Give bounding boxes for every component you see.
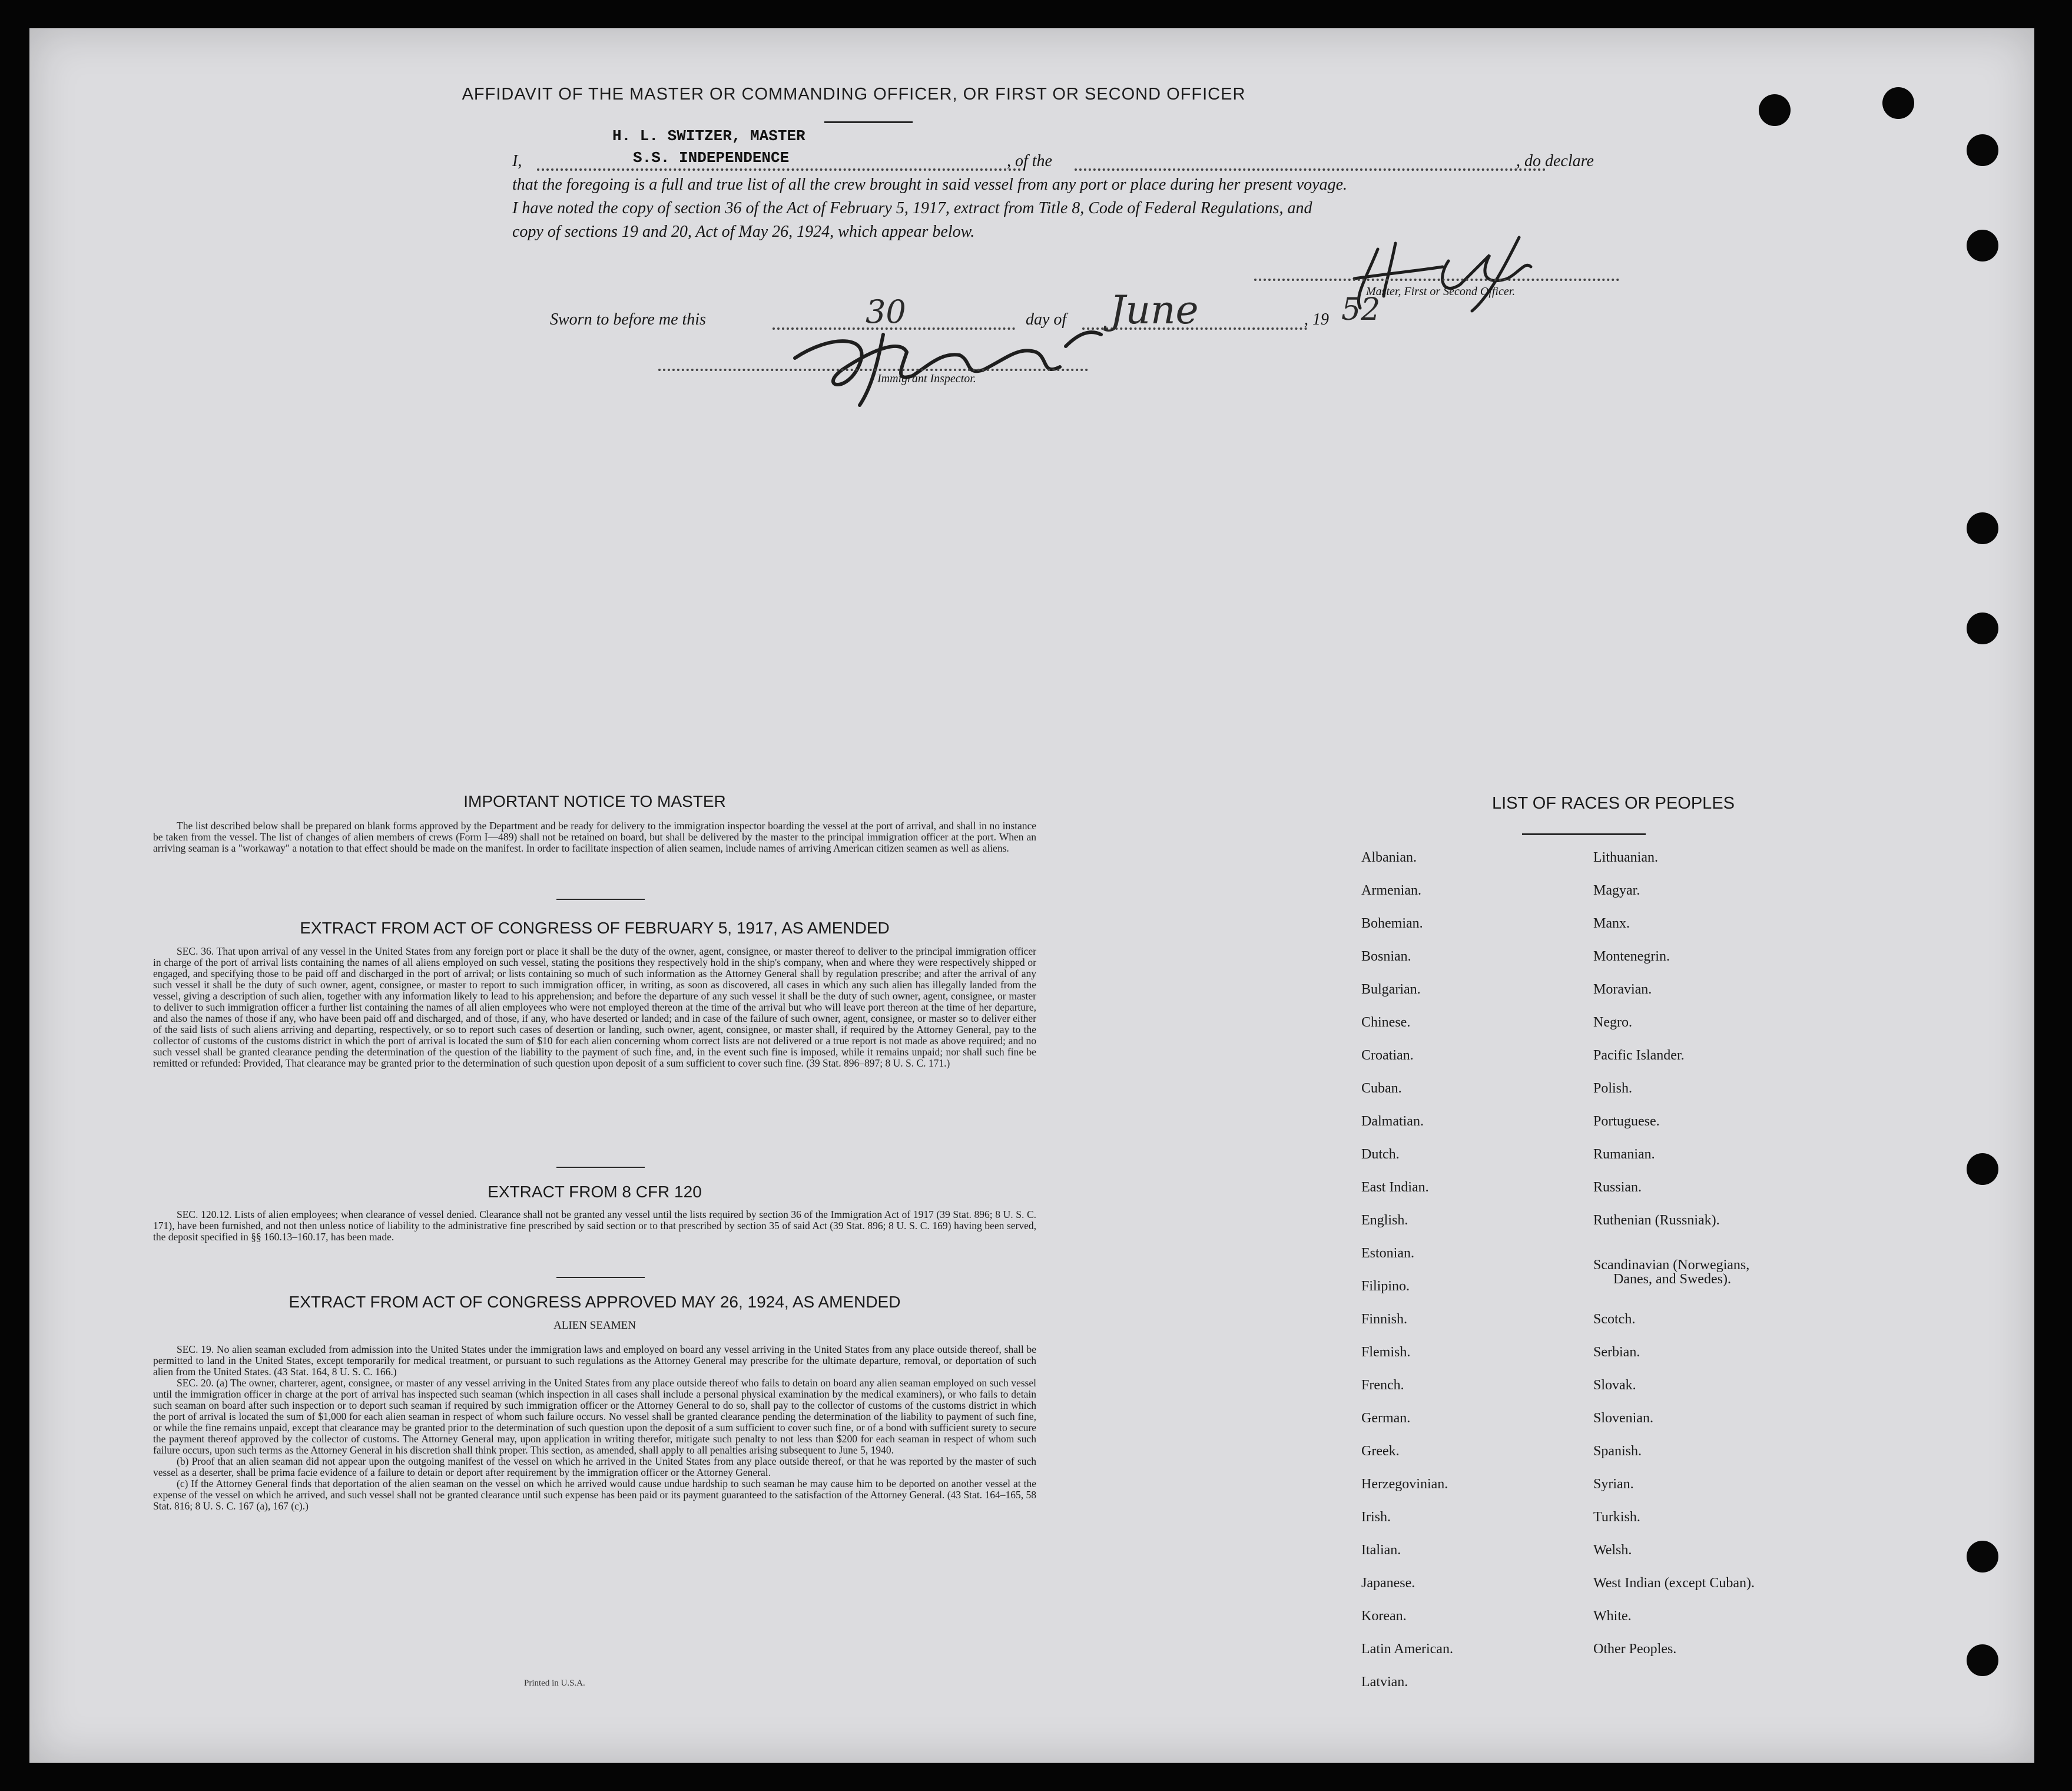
race-item: Bosnian. [1361, 949, 1411, 964]
race-item: Dutch. [1361, 1147, 1400, 1162]
notice-body: The list described below shall be prepared on blank forms approved by the Department and be ready for delivery to the immigration inspector boarding the vessel at the port of arrival, and shall in no instance be taken from the vessel. The list of changes of alien members of crews (Form I—489) shall not be retained on board, but shall be delivered by the master to the principal immigration officer at the port. When an arriving seaman is a "workaway" a notation to that effect should be made on the manifest. In order to facilitate inspection of alien seamen, include names of arriving American citizen seamen as well as aliens. [153, 820, 1036, 854]
race-item: Filipino. [1361, 1279, 1410, 1294]
race-item: White. [1593, 1608, 1632, 1624]
printed-in-usa: Printed in U.S.A. [524, 1679, 585, 1688]
punch-hole [1967, 230, 1998, 261]
race-item: Other Peoples. [1593, 1641, 1677, 1657]
race-item: Slovak. [1593, 1378, 1636, 1393]
race-item: Herzegovinian. [1361, 1477, 1448, 1492]
race-item: Manx. [1593, 916, 1630, 931]
race-item: Irish. [1361, 1509, 1391, 1525]
inspector-signature-line [658, 369, 1088, 371]
inspector-signature [783, 311, 1113, 411]
extract-1917-title: EXTRACT FROM ACT OF CONGRESS OF FEBRUARY 5, 1917, AS AMENDED [300, 919, 890, 937]
affidavit-line-4: copy of sections 19 and 20, Act of May 26, 1924, which appear below. [512, 223, 975, 241]
section-rule [556, 899, 645, 900]
day-of-label: day of [1026, 310, 1067, 329]
race-item: Latvian. [1361, 1674, 1408, 1690]
extract-cfr-body: SEC. 120.12. Lists of alien employees; when clearance of vessel denied. Clearance shall not be granted any vessel until the lists required by section 36 of the Immigration Act of 1917 (39 Stat. 896; 8 U. S. C. 171), have been furnished, and not then unless notice of liability to the administrative fine prescribed by said section or to that prescribed by section 35 of said Act (39 Stat. 896; 8 U. S. C. 169) having been served, the deposit specified in §§ 160.13–160.17, has been made. [153, 1209, 1036, 1243]
race-item: Portuguese. [1593, 1114, 1660, 1129]
affidavit-line-3: I have noted the copy of section 36 of the Act of February 5, 1917, extract from Title 8, Code of Federal Regulations, and [512, 199, 1312, 217]
punch-hole [1759, 94, 1791, 126]
sec-20b: (b) Proof that an alien seaman did not appear upon the outgoing manifest of the vessel on which he arrived in the United States from any place outside thereof, or that he was reported by the master of such vessel as a deserter, shall be prima facie evidence of a failure to detain or deport after requirement by the immigration officer or the Attorney General. [153, 1455, 1036, 1478]
punch-hole [1967, 134, 1998, 166]
race-item: Finnish. [1361, 1312, 1408, 1327]
sec-20a: SEC. 20. (a) The owner, charterer, agent, consignee, or master of any vessel arriving in the United States from any place outside thereof who fails to detain on board any alien seaman employed on such vessel until the immigration officer in charge at the port of arrival has inspected such seaman (which inspection in all cases shall include a personal physical examination by the medical examiners), or who fails to detain such seaman on board after such inspection or to deport such seaman if required by such immigration officer or the Attorney General to do so, shall pay to the collector of customs of the customs district in which the port of arrival is located the sum of $1,000 for each alien seaman in respect of whom such failure occurs. No vessel shall be granted clearance pending the determination of the liability to payment of such fine, or while the fine remains unpaid, except that clearance may be granted prior to the determination of such question upon the deposit of a sum sufficient to cover such fine, or of a bond with sufficient surety to secure the payment thereof approved by the collector of customs. The Attorney General may, upon application in writing therefor, mitigate such penalty to not less than $200 for each seaman in respect of whom such failure occurs, upon such terms as the Attorney General in his discretion shall think proper. This section, as amended, shall apply to all penalties arising subsequent to June 5, 1940. [153, 1377, 1036, 1456]
race-item: Magyar. [1593, 883, 1640, 898]
race-item: Bulgarian. [1361, 982, 1421, 997]
document-sheet [29, 28, 2034, 1763]
inspector-caption: Immigrant Inspector. [877, 372, 976, 385]
race-item: Cuban. [1361, 1081, 1402, 1096]
punch-hole [1967, 512, 1998, 544]
race-item: East Indian. [1361, 1180, 1429, 1195]
officer-caption: Master, First or Second Officer. [1366, 285, 1516, 298]
year-prefix: , 19 [1304, 310, 1329, 329]
punch-hole [1882, 87, 1914, 119]
typed-master-name: H. L. SWITZER, MASTER [612, 127, 805, 145]
title-rule [824, 121, 913, 123]
sworn-day-handwritten: 30 [866, 293, 906, 330]
race-item: Ruthenian (Russniak). [1593, 1213, 1720, 1228]
extract-1924-body [153, 1344, 1036, 1512]
race-item: Serbian. [1593, 1345, 1640, 1360]
alien-seamen-subtitle: ALIEN SEAMEN [553, 1319, 636, 1332]
race-item: Korean. [1361, 1608, 1407, 1624]
affidavit-title: AFFIDAVIT OF THE MASTER OR COMMANDING OFFICER, OR FIRST OR SECOND OFFICER [462, 85, 1246, 104]
race-item: French. [1361, 1378, 1404, 1393]
sec-20c: (c) If the Attorney General finds that deportation of the alien seaman on the vessel on which he arrived would cause undue hardship to such seaman he may cause him to be deported on another vessel at the expense of the vessel on which he arrived, and such vessel shall not be granted clearance until such expense has been paid or its payment guaranteed to the satisfaction of the Attorney General. (43 Stat. 164–165, 58 Stat. 816; 8 U. S. C. 167 (a), 167 (c).) [153, 1478, 1036, 1512]
affidavit-line-2: that the foregoing is a full and true list of all the crew brought in said vessel from any port or place during her present voyage. [512, 176, 1348, 194]
race-item: Montenegrin. [1593, 949, 1670, 964]
race-item: Welsh. [1593, 1542, 1632, 1558]
race-item: Russian. [1593, 1180, 1642, 1195]
race-item: Danes, and Swedes). [1613, 1272, 1731, 1287]
race-item: Polish. [1593, 1081, 1633, 1096]
extract-1917-body: SEC. 36. That upon arrival of any vessel in the United States from any foreign port or place it shall be the duty of the owner, agent, consignee, or master thereof to deliver to the principal immigration officer in charge of the port of arrival lists containing the names of all aliens employed on such vessel, stating the positions they respectively hold in the ship's company, when and where they were respectively shipped or engaged, and specifying those to be paid off and discharged in the port of arrival; or lists containing so much of such information as the Attorney General shall by regulation prescribe; and after the arrival of any such vessel it shall be the duty of such owner, agent, consignee, or master to report to such immigration officer, in writing, as soon as discovered, all cases in which any such alien has illegally landed from the vessel, giving a description of such alien, together with any information likely to lead to his apprehension; and before the departure of any such vessel it shall be the duty of such owner, agent, consignee, or master to deliver to such immigration officer a further list containing the names of all alien employees who were not employed thereon at the time of the arrival but who will leave port thereon at the time of her departure, and also the names of those if any, who have been paid off and discharged, and of those, if any, who have deserted or landed; and in case of the failure of such owner, agent, consignee, or master so to deliver either of the said lists of such aliens arriving and departing, respectively, or so to report such cases of desertion or landing, such owner, agent, consignee, or master shall, if required by the Attorney General, pay to the collector of customs of the customs district in which the port of arrival is located the sum of $10 for each alien concerning whom correct lists are not delivered or a true report is not made as above required; and no such vessel shall be granted clearance pending the determination of the question of the liability to the payment of such fine, and, in the event such fine is imposed, while it remains unpaid; nor shall such fine be remitted or refunded: Provided, That clearance may be granted prior to the determination of such question upon deposit of a sum sufficient to cover such fine. (39 Stat. 896–897; 8 U. S. C. 171.) [153, 945, 1036, 1069]
sec-19: SEC. 19. No alien seaman excluded from admission into the United States under the immigration laws and employed on board any vessel arriving in the United States from any place outside thereof, shall be permitted to land in the United States, except temporarily for medical treatment, or pursuant to such regulations as the Attorney General may prescribe for the ultimate departure, removal, or deportation of such alien from the United States. (43 Stat. 164, 8 U. S. C. 166.) [153, 1343, 1036, 1378]
race-item: Dalmatian. [1361, 1114, 1424, 1129]
race-item: Negro. [1593, 1015, 1632, 1030]
race-item: Turkish. [1593, 1509, 1640, 1525]
race-item: Rumanian. [1593, 1147, 1655, 1162]
declarant-label: I, [512, 152, 522, 170]
races-title: LIST OF RACES OR PEOPLES [1491, 794, 1735, 813]
race-item: Moravian. [1593, 982, 1652, 997]
punch-hole [1967, 1541, 1998, 1572]
race-item: Syrian. [1593, 1477, 1634, 1492]
race-item: Chinese. [1361, 1015, 1411, 1030]
of-the-label: , of the [1007, 152, 1052, 170]
officer-signature-line [1254, 279, 1619, 281]
race-item: Slovenian. [1593, 1411, 1653, 1426]
race-item: Pacific Islander. [1593, 1048, 1685, 1063]
vessel-fill-line [1075, 168, 1546, 171]
race-item: Bohemian. [1361, 916, 1423, 931]
race-item: Scotch. [1593, 1312, 1636, 1327]
section-rule [556, 1277, 645, 1278]
affidavit-line-1 [512, 150, 522, 173]
punch-hole [1967, 1153, 1998, 1185]
race-item: Latin American. [1361, 1641, 1453, 1657]
race-item: Albanian. [1361, 850, 1417, 865]
race-item: Greek. [1361, 1444, 1400, 1459]
year-handwritten: 52 [1341, 292, 1381, 327]
punch-hole [1967, 613, 1998, 644]
punch-hole [1967, 1644, 1998, 1676]
do-declare-label: , do declare [1516, 152, 1594, 170]
sworn-label: Sworn to before me this [550, 310, 706, 329]
race-item: English. [1361, 1213, 1408, 1228]
race-item: Italian. [1361, 1542, 1401, 1558]
race-item: Croatian. [1361, 1048, 1414, 1063]
extract-1924-title: EXTRACT FROM ACT OF CONGRESS APPROVED MAY 26, 1924, AS AMENDED [289, 1293, 901, 1311]
race-item: Estonian. [1361, 1246, 1414, 1261]
typed-vessel-name: S.S. INDEPENDENCE [633, 149, 790, 167]
races-title-rule [1522, 833, 1646, 835]
race-item: German. [1361, 1411, 1411, 1426]
race-item: Spanish. [1593, 1444, 1642, 1459]
race-item: West Indian (except Cuban). [1593, 1575, 1755, 1591]
section-rule [556, 1167, 645, 1168]
race-item: Armenian. [1361, 883, 1421, 898]
race-item: Lithuanian. [1593, 850, 1658, 865]
sworn-month-handwritten: June [1110, 287, 1199, 333]
race-item: Japanese. [1361, 1575, 1415, 1591]
race-item: Flemish. [1361, 1345, 1411, 1360]
extract-cfr-title: EXTRACT FROM 8 CFR 120 [488, 1183, 702, 1201]
race-item: Scandinavian (Norwegians, [1593, 1257, 1750, 1273]
name-fill-line [537, 168, 1026, 171]
notice-title: IMPORTANT NOTICE TO MASTER [463, 792, 726, 810]
